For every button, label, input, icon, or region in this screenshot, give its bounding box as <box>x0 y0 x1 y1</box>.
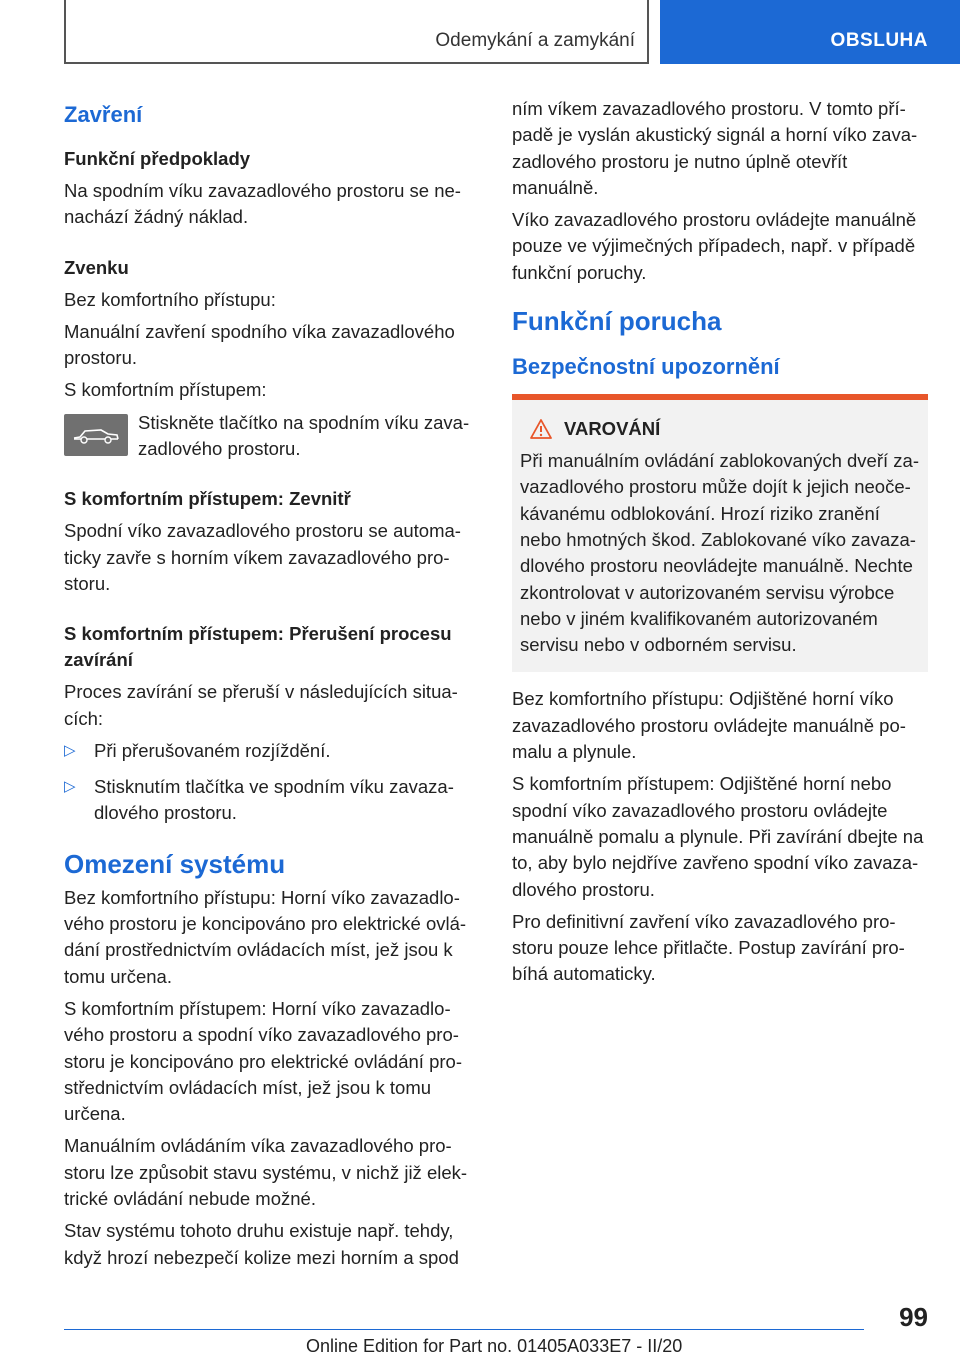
paragraph-limits-1: Bez komfortního přístupu: Horní víko zavazadlového prostoru je koncipováno pro elektrické ovládání prostřednictvím ovládacích míst, jež jsou k tomu určena. <box>64 886 467 987</box>
heading-interrupt: S komfortním přístupem: Přerušení procesu zavírání <box>64 623 452 671</box>
warning-box <box>512 394 928 672</box>
footer-divider <box>64 1329 864 1330</box>
paragraph-manual-close: Manuální zavření spodního víka zavazadlového prostoru. <box>64 320 455 369</box>
paragraph-continued: ním víkem zavazadlového prostoru. V tomto případě je vyslán akustický signál a horní víko zavazadlového prostoru je nutno úplně otevřít manuálně. <box>512 98 918 198</box>
paragraph-interrupt: Proces zavírání se přeruší v následujících situacích: <box>64 681 458 729</box>
warning-title-row <box>520 418 922 440</box>
paragraph-manual-only: Víko zavazadlového prostoru ovládejte manuálně pouze ve výjimečných případech, např. v případě funkční poruchy. <box>512 209 917 283</box>
heading-inside: S komfortním přístupem: Zevnitř <box>64 488 351 510</box>
paragraph-fault-2: S komfortním přístupem: Odjištěné horní nebo spodní víko zavazadlového prostoru ovládejte manuálně pomalu a plynule. Při zavírání dbejte na to, aby bylo nejdříve zavřeno spodní víko zavazadlového prostoru. <box>512 773 924 900</box>
heading-prerequisites: Funkční předpoklady <box>64 148 251 169</box>
warning-triangle-icon <box>530 419 552 439</box>
paragraph-fault-3: Pro definitivní zavření víko zavazadlového prostoru pouze lehce přitlačte. Postup zavírání probíhá automaticky. <box>512 910 905 985</box>
heading-fault: Funkční porucha <box>512 306 722 337</box>
car-tailgate-icon <box>64 414 128 456</box>
icon-instruction-row <box>64 410 478 463</box>
right-column <box>512 96 928 994</box>
footer-edition: Online Edition for Part no. 01405A033E7 - II/20 <box>306 1336 683 1356</box>
heading-safety-notice: Bezpečnostní upozornění <box>512 354 780 380</box>
header-chapter-tab[interactable] <box>660 0 960 64</box>
list-item: ▷ Stisknutím tlačítka ve spodním víku zavazadlového prostoru. <box>64 776 454 824</box>
header-chapter-title: OBSLUHA <box>830 30 928 51</box>
paragraph-fault-1: Bez komfortního přístupu: Odjištěné horní víko zavazadlového prostoru ovládejte manuálně pomalu a plynule. <box>512 688 906 763</box>
triangle-bullet-icon: ▷ <box>64 778 76 796</box>
heading-close: Zavření <box>64 102 143 127</box>
paragraph-no-comfort: Bez komfortního přístupu: <box>64 288 276 310</box>
warning-title: VAROVÁNÍ <box>564 418 661 440</box>
heading-system-limits: Omezení systému <box>64 848 286 879</box>
header-section-tab <box>64 0 649 64</box>
paragraph-limits-4: Stav systému tohoto druhu existuje např. tehdy, když hrozí nebezpečí kolize mezi horním a spod <box>64 1220 459 1268</box>
paragraph-limits-2: S komfortním přístupem: Horní víko zavazadlového prostoru a spodní víko zavazadlového prostoru je koncipováno pro elektrické ovládání prostřednictvím ovládacích míst, jež jsou k tomu určena. <box>64 997 462 1125</box>
paragraph-limits-3: Manuálním ovládáním víka zavazadlového prostoru lze způsobit stavu systému, v nichž již elektrické ovládání nebude možné. <box>64 1135 468 1210</box>
paragraph-with-comfort: S komfortním přístupem: <box>64 379 267 401</box>
paragraph-prerequisites: Na spodním víku zavazadlového prostoru se nenachází žádný náklad. <box>64 180 461 228</box>
paragraph-inside: Spodní víko zavazadlového prostoru se automaticky zavře s horním víkem zavazadlového prostoru. <box>64 520 461 594</box>
paragraph-press-button: Stiskněte tlačítko na spodním víku zavazadlového prostoru. <box>138 411 470 460</box>
interrupt-list <box>64 738 478 827</box>
warning-text: Při manuálním ovládání zablokovaných dveří zavazadlového prostoru může dojít k jejich neočekávanému odblokování. Hrozí riziko zranění nebo hmotných škod. Zablokované víko zavazadlového prostoru neovládejte manuálně. Nechte zkontrolovat v autorizovaném servisu výrobce nebo v jiném kvalifikovaném autorizovaném servisu nebo v odborném servisu. <box>520 450 919 656</box>
list-item: ▷ Při přerušovaném rozjíždění. <box>64 738 478 764</box>
header-section-title: Odemykání a zamykání <box>435 30 635 51</box>
triangle-bullet-icon: ▷ <box>64 741 76 759</box>
heading-outside: Zvenku <box>64 256 129 278</box>
left-column <box>64 100 478 1277</box>
page-number: 99 <box>899 1302 928 1332</box>
